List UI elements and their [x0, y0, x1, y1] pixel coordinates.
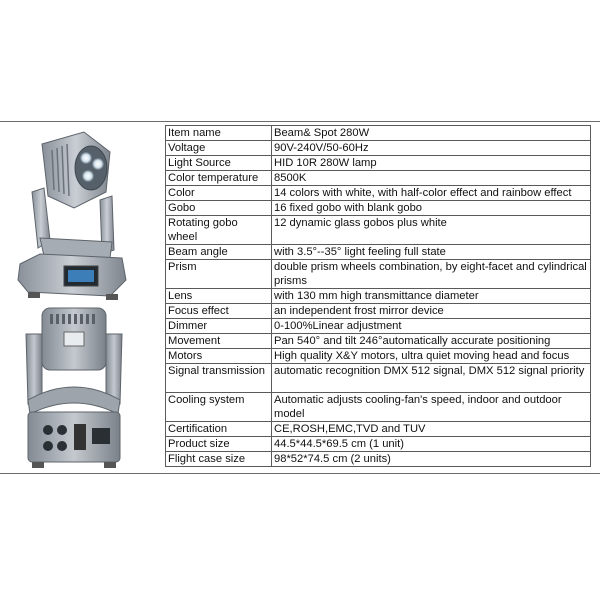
- spec-row: [166, 422, 591, 437]
- spec-label: Color temperature: [166, 171, 272, 186]
- spec-value: 14 colors with white, with half-color effect and rainbow effect: [272, 186, 591, 201]
- spec-label: Product size: [166, 437, 272, 452]
- spec-row: [166, 171, 591, 186]
- spec-value: automatic recognition DMX 512 signal, DMX 512 signal priority: [272, 364, 591, 393]
- spec-row: [166, 437, 591, 452]
- spec-row: [166, 364, 591, 393]
- spec-value: 44.5*44.5*69.5 cm (1 unit): [272, 437, 591, 452]
- spec-label: Item name: [166, 126, 272, 141]
- spec-row: [166, 201, 591, 216]
- spec-row: [166, 349, 591, 364]
- spec-value: High quality X&Y motors, ultra quiet moving head and focus: [272, 349, 591, 364]
- spec-value: with 130 mm high transmittance diameter: [272, 289, 591, 304]
- moving-head-light-rear-icon: [14, 304, 134, 474]
- spec-label: Certification: [166, 422, 272, 437]
- spec-label: Cooling system: [166, 393, 272, 422]
- spec-value: 0-100%Linear adjustment: [272, 319, 591, 334]
- spec-label: Voltage: [166, 141, 272, 156]
- spec-table: [165, 125, 591, 467]
- spec-label: Focus effect: [166, 304, 272, 319]
- spec-row: [166, 334, 591, 349]
- spec-row: [166, 304, 591, 319]
- spec-row: [166, 216, 591, 245]
- spec-value: 12 dynamic glass gobos plus white: [272, 216, 591, 245]
- spec-label: Flight case size: [166, 452, 272, 467]
- spec-label: Rotating gobo wheel: [166, 216, 272, 245]
- spec-row: [166, 393, 591, 422]
- spec-row: [166, 245, 591, 260]
- spec-row: [166, 156, 591, 171]
- spec-label: Light Source: [166, 156, 272, 171]
- spec-label: Dimmer: [166, 319, 272, 334]
- spec-label: Lens: [166, 289, 272, 304]
- spec-value: an independent frost mirror device: [272, 304, 591, 319]
- spec-value: Beam& Spot 280W: [272, 126, 591, 141]
- spec-value: CE,ROSH,EMC,TVD and TUV: [272, 422, 591, 437]
- spec-label: Color: [166, 186, 272, 201]
- spec-value: HID 10R 280W lamp: [272, 156, 591, 171]
- spec-label: Gobo: [166, 201, 272, 216]
- spec-label: Prism: [166, 260, 272, 289]
- spec-row: [166, 186, 591, 201]
- spec-value: 16 fixed gobo with blank gobo: [272, 201, 591, 216]
- spec-value: 90V-240V/50-60Hz: [272, 141, 591, 156]
- spec-row: [166, 260, 591, 289]
- spec-row: [166, 452, 591, 467]
- spec-value: 8500K: [272, 171, 591, 186]
- spec-value: double prism wheels combination, by eight-facet and cylindrical prisms: [272, 260, 591, 289]
- spec-label: Beam angle: [166, 245, 272, 260]
- spec-value: 98*52*74.5 cm (2 units): [272, 452, 591, 467]
- spec-value: Automatic adjusts cooling-fan's speed, indoor and outdoor model: [272, 393, 591, 422]
- spec-label: Movement: [166, 334, 272, 349]
- spec-row: [166, 126, 591, 141]
- spec-row: [166, 319, 591, 334]
- spec-label: Motors: [166, 349, 272, 364]
- spec-row: [166, 289, 591, 304]
- spec-label: Signal transmission: [166, 364, 272, 393]
- product-images: [0, 122, 165, 473]
- spec-value: Pan 540° and tilt 246°automatically accurate positioning: [272, 334, 591, 349]
- moving-head-light-front-icon: [14, 130, 132, 312]
- spec-value: with 3.5°--35° light feeling full state: [272, 245, 591, 260]
- spec-table-body: [166, 126, 591, 467]
- spec-row: [166, 141, 591, 156]
